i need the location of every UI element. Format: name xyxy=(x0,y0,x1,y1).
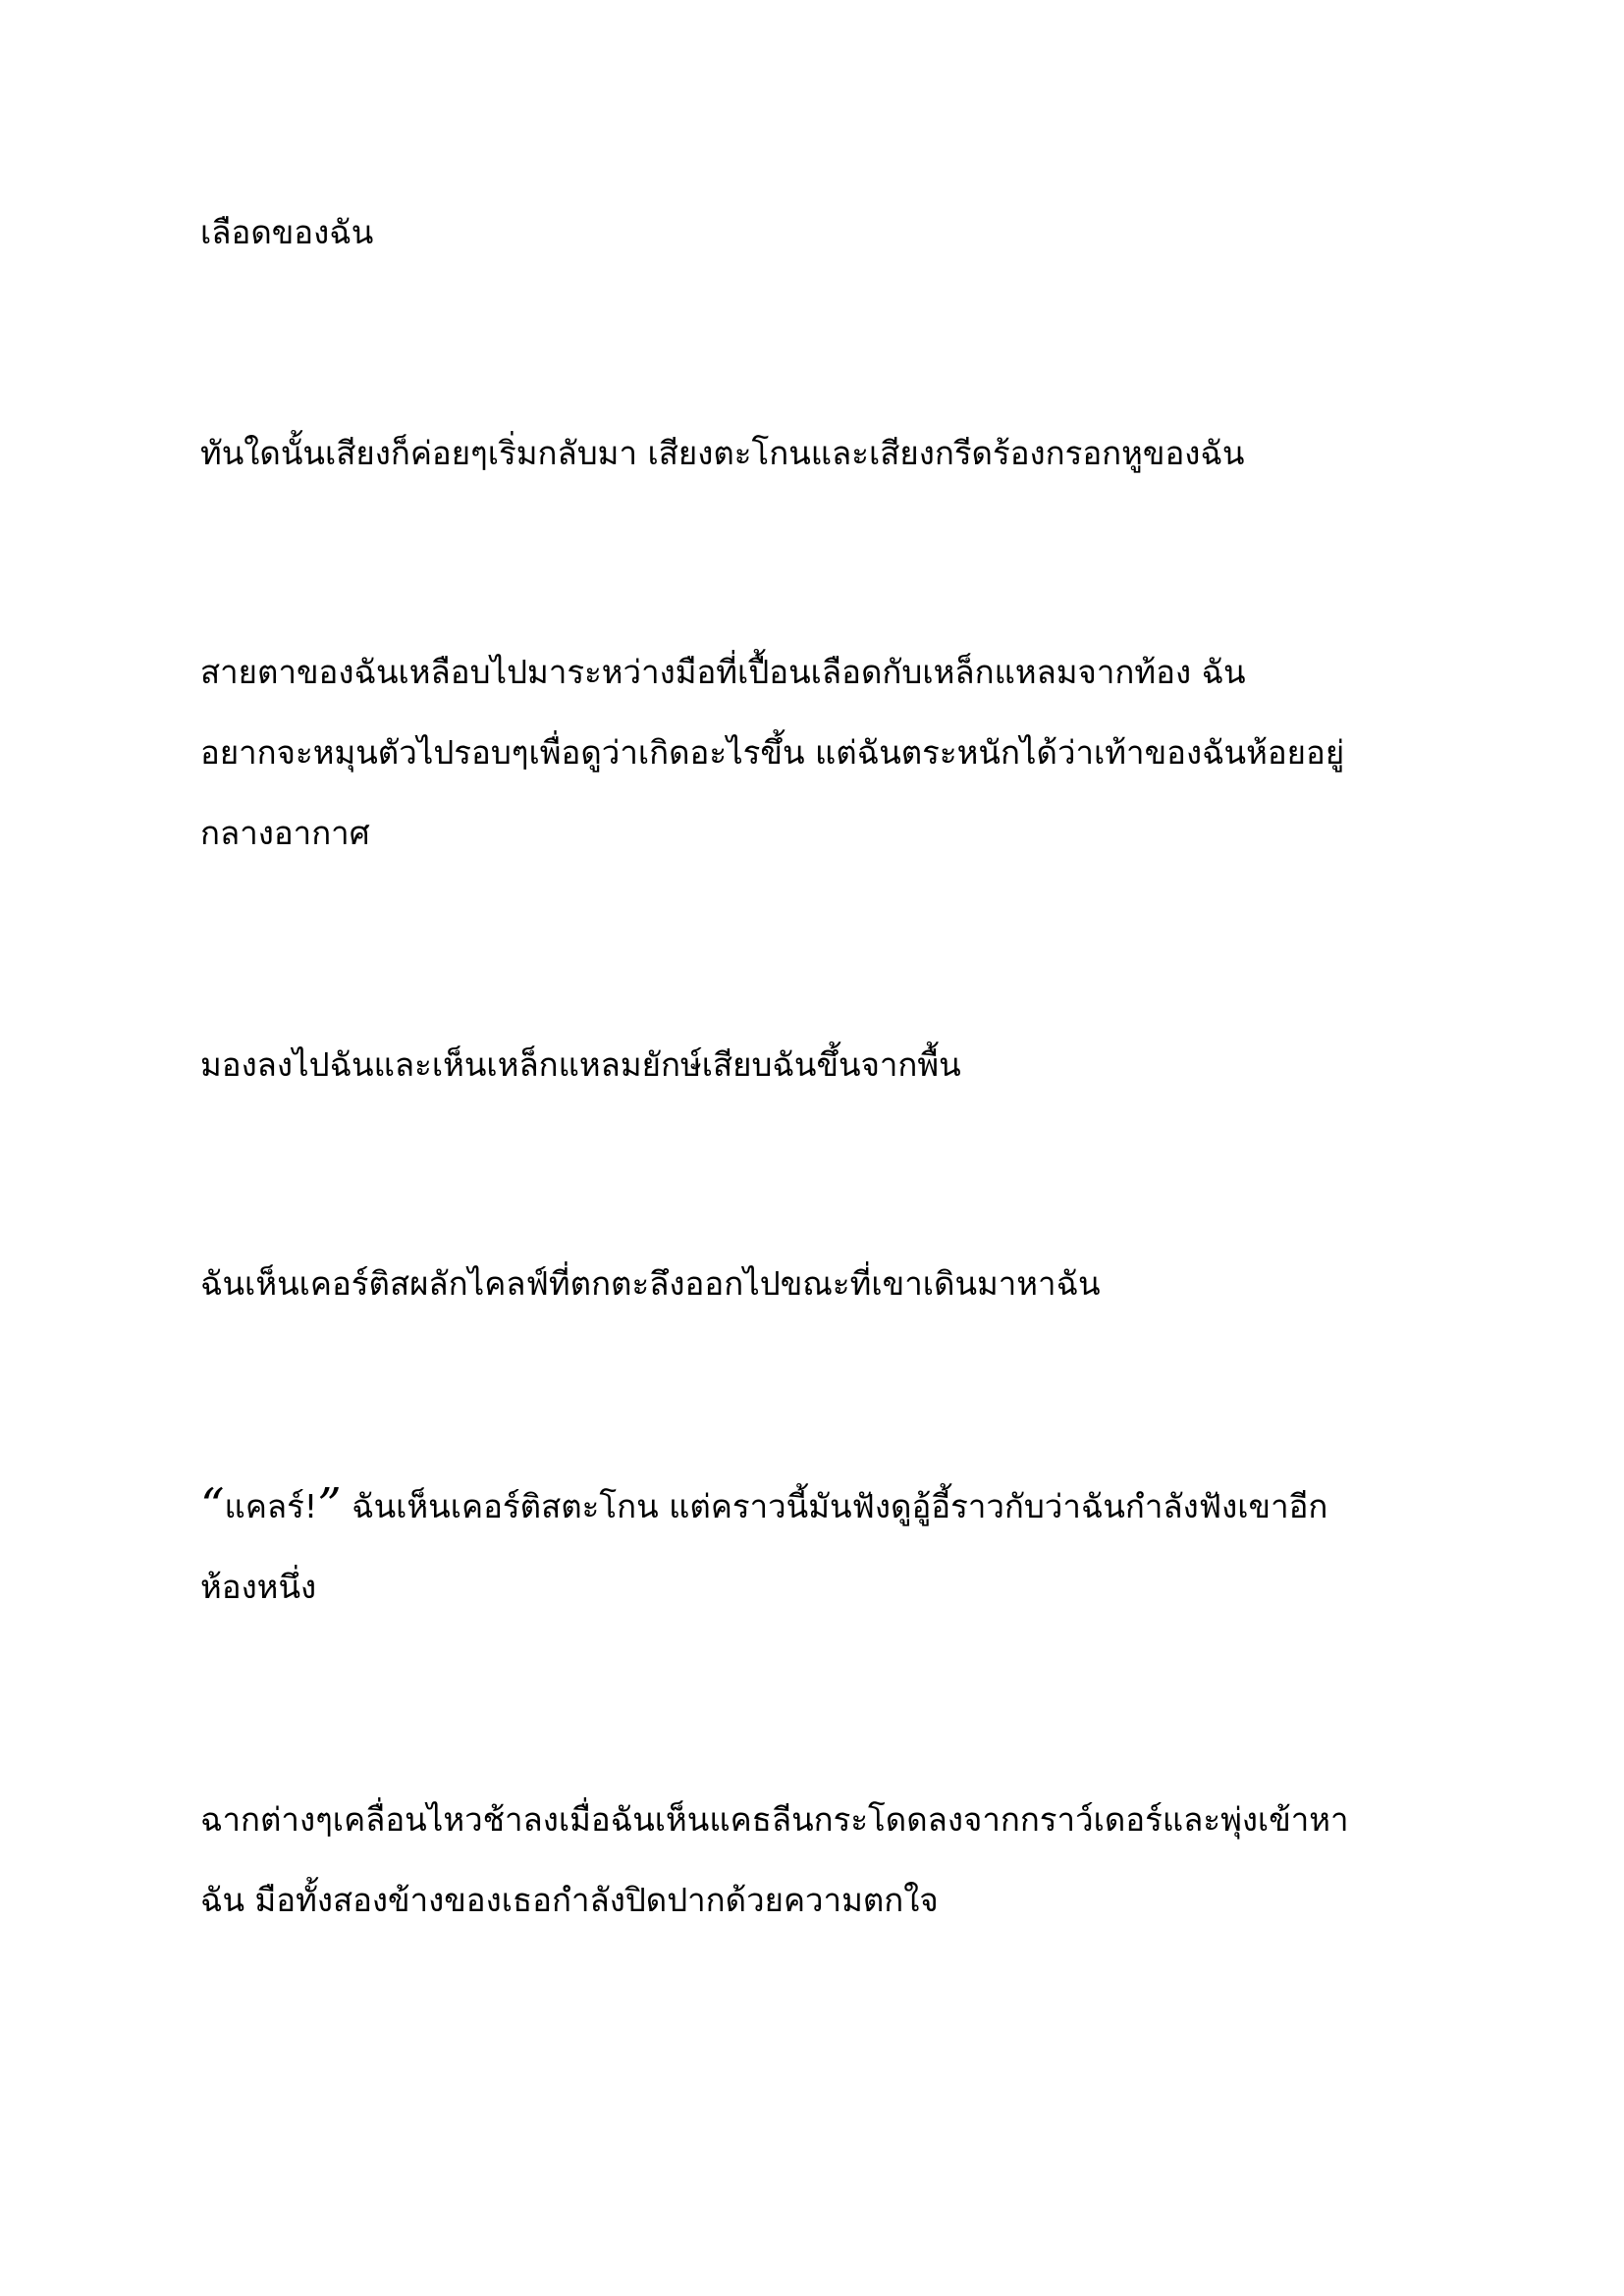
text-line: อยากจะหมุนตัวไปรอบๆเพื่อดูว่าเกิดอะไรขึ้น แต่ฉันตระหนักได้ว่าเท้าของฉันห้อยอยู่ xyxy=(200,733,1345,772)
paragraph-2 xyxy=(200,413,1437,494)
paragraph-1 xyxy=(200,192,1437,273)
text-line xyxy=(200,1467,1437,1547)
text-line: สายตาของฉันเหลือบไปมาระหว่างมือที่เปื้อนเลือดกับเหล็กแหลมจากท้อง ฉัน xyxy=(200,653,1246,691)
text-line: ทันใดนั้นเสียงก็ค่อยๆเริ่มกลับมา เสียงตะโกนและเสียงกรีดร้องกรอกหูของฉัน xyxy=(200,434,1245,472)
text-line: ห้องหนึ่ง xyxy=(200,1568,317,1606)
text-line: เลือดของฉัน xyxy=(200,213,374,251)
open-quote-mark: “ xyxy=(200,1478,225,1533)
paragraph-6-dialogue xyxy=(200,1467,1437,1628)
paragraph-5 xyxy=(200,1244,1437,1324)
paragraph-7 xyxy=(200,1780,1437,1941)
close-quote-mark: ” xyxy=(317,1478,342,1533)
text-line: ฉันเห็นเคอร์ติสผลักไคลฟ์ที่ตกตะลึงออกไปขณะที่เขาเดินมาหาฉัน xyxy=(200,1264,1101,1303)
quoted-speech: แคลร์! xyxy=(224,1487,318,1525)
text-line: ฉัน มือทั้งสองข้างของเธอกำลังปิดปากด้วยความตกใจ xyxy=(200,1881,939,1919)
text-line: กลางอากาศ xyxy=(200,814,370,852)
narration-text: ฉันเห็นเคอร์ติสตะโกน แต่คราวนี้มันฟังดูอู้อี้ราวกับว่าฉันกำลังฟังเขาอีก xyxy=(341,1487,1328,1525)
text-line: มองลงไปฉันและเห็นเหล็กแหลมยักษ์เสียบฉันขึ้นจากพื้น xyxy=(200,1045,961,1084)
text-line: ฉากต่างๆเคลื่อนไหวช้าลงเมื่อฉันเห็นแคธลีนกระโดดลงจากกราว์เดอร์และพุ่งเข้าหา xyxy=(200,1800,1349,1839)
paragraph-3 xyxy=(200,632,1437,874)
paragraph-4 xyxy=(200,1025,1437,1105)
